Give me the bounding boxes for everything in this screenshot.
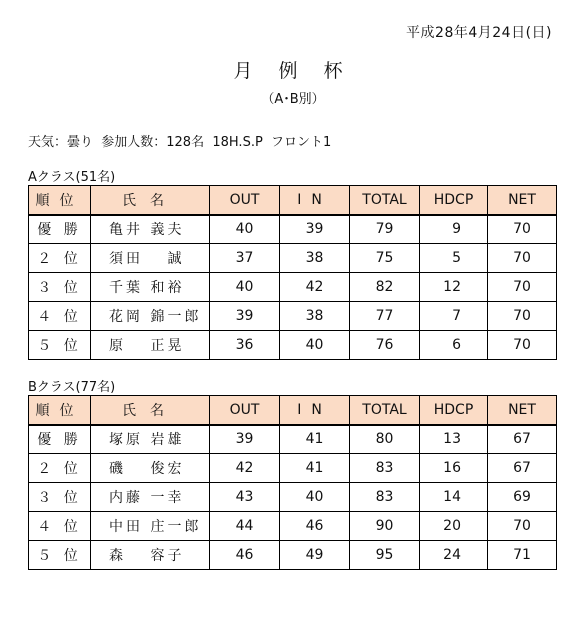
column-header-in: IN bbox=[280, 396, 350, 425]
in-cell: 49 bbox=[280, 541, 350, 570]
name-cell: 内藤 一幸 bbox=[91, 483, 210, 512]
rank-cell: ４ 位 bbox=[29, 302, 91, 331]
table-row bbox=[29, 273, 557, 302]
column-header-hdcp: HDCP bbox=[420, 396, 488, 425]
table-row bbox=[29, 512, 557, 541]
out-cell: 39 bbox=[210, 302, 280, 331]
column-header-in: IN bbox=[280, 186, 350, 215]
table-row bbox=[29, 331, 557, 360]
name-cell: 磯 俊宏 bbox=[91, 454, 210, 483]
out-cell: 46 bbox=[210, 541, 280, 570]
net-cell: 67 bbox=[488, 454, 557, 483]
net-cell: 70 bbox=[488, 244, 557, 273]
out-cell: 39 bbox=[210, 425, 280, 454]
column-header-total: TOTAL bbox=[350, 186, 420, 215]
table-row bbox=[29, 425, 557, 454]
out-cell: 36 bbox=[210, 331, 280, 360]
name-cell: 中田 庄一郎 bbox=[91, 512, 210, 541]
column-header-hdcp: HDCP bbox=[420, 186, 488, 215]
out-cell: 40 bbox=[210, 215, 280, 244]
column-header-rank: 順位 bbox=[29, 396, 91, 425]
hdcp-cell: 13 bbox=[420, 425, 488, 454]
column-header-net: NET bbox=[488, 186, 557, 215]
net-cell: 70 bbox=[488, 273, 557, 302]
hdcp-cell: 6 bbox=[420, 331, 488, 360]
name-cell: 亀井 義夫 bbox=[91, 215, 210, 244]
rank-cell: ５ 位 bbox=[29, 331, 91, 360]
event-info: 天気：曇り 参加人数：128名 18H.S.P フロント1 bbox=[28, 135, 332, 150]
rank-cell: ３ 位 bbox=[29, 483, 91, 512]
event-date: 平成28年4月24日(日) bbox=[406, 25, 552, 41]
name-cell: 千葉 和裕 bbox=[91, 273, 210, 302]
column-header-out: OUT bbox=[210, 396, 280, 425]
in-cell: 40 bbox=[280, 483, 350, 512]
in-cell: 41 bbox=[280, 425, 350, 454]
name-cell: 花岡 錦一郎 bbox=[91, 302, 210, 331]
column-header-name: 氏名 bbox=[91, 396, 210, 425]
hdcp-cell: 14 bbox=[420, 483, 488, 512]
column-header-total: TOTAL bbox=[350, 396, 420, 425]
total-cell: 77 bbox=[350, 302, 420, 331]
table-row bbox=[29, 244, 557, 273]
rank-cell: ２ 位 bbox=[29, 454, 91, 483]
page-title: 月 例 杯 bbox=[233, 60, 353, 82]
total-cell: 76 bbox=[350, 331, 420, 360]
table-header-row bbox=[29, 396, 557, 425]
hdcp-cell: 20 bbox=[420, 512, 488, 541]
out-cell: 40 bbox=[210, 273, 280, 302]
net-cell: 70 bbox=[488, 331, 557, 360]
total-cell: 83 bbox=[350, 483, 420, 512]
name-cell: 塚原 岩雄 bbox=[91, 425, 210, 454]
out-cell: 43 bbox=[210, 483, 280, 512]
net-cell: 71 bbox=[488, 541, 557, 570]
class-b-label: Bクラス(77名) bbox=[28, 380, 116, 395]
total-cell: 82 bbox=[350, 273, 420, 302]
out-cell: 42 bbox=[210, 454, 280, 483]
column-header-name: 氏名 bbox=[91, 186, 210, 215]
table-row bbox=[29, 302, 557, 331]
hdcp-cell: 5 bbox=[420, 244, 488, 273]
hdcp-cell: 12 bbox=[420, 273, 488, 302]
rank-cell: 優 勝 bbox=[29, 215, 91, 244]
name-cell: 須田 誠 bbox=[91, 244, 210, 273]
table-row bbox=[29, 215, 557, 244]
class-a-label: Aクラス(51名) bbox=[28, 170, 116, 185]
hdcp-cell: 24 bbox=[420, 541, 488, 570]
class-b-results-table bbox=[28, 395, 557, 570]
rank-cell: 優 勝 bbox=[29, 425, 91, 454]
net-cell: 70 bbox=[488, 215, 557, 244]
rank-cell: ２ 位 bbox=[29, 244, 91, 273]
net-cell: 69 bbox=[488, 483, 557, 512]
column-header-net: NET bbox=[488, 396, 557, 425]
page-subtitle: （A･B別） bbox=[261, 92, 325, 107]
hdcp-cell: 16 bbox=[420, 454, 488, 483]
total-cell: 83 bbox=[350, 454, 420, 483]
total-cell: 80 bbox=[350, 425, 420, 454]
table-header-row bbox=[29, 186, 557, 215]
in-cell: 38 bbox=[280, 302, 350, 331]
name-cell: 原 正晃 bbox=[91, 331, 210, 360]
in-cell: 38 bbox=[280, 244, 350, 273]
total-cell: 75 bbox=[350, 244, 420, 273]
out-cell: 44 bbox=[210, 512, 280, 541]
column-header-out: OUT bbox=[210, 186, 280, 215]
name-cell: 森 容子 bbox=[91, 541, 210, 570]
total-cell: 79 bbox=[350, 215, 420, 244]
rank-cell: ５ 位 bbox=[29, 541, 91, 570]
in-cell: 40 bbox=[280, 331, 350, 360]
column-header-rank: 順位 bbox=[29, 186, 91, 215]
rank-cell: ４ 位 bbox=[29, 512, 91, 541]
class-a-results-table bbox=[28, 185, 557, 360]
hdcp-cell: 7 bbox=[420, 302, 488, 331]
table-row bbox=[29, 541, 557, 570]
table-row bbox=[29, 483, 557, 512]
rank-cell: ３ 位 bbox=[29, 273, 91, 302]
in-cell: 46 bbox=[280, 512, 350, 541]
total-cell: 95 bbox=[350, 541, 420, 570]
net-cell: 70 bbox=[488, 512, 557, 541]
in-cell: 42 bbox=[280, 273, 350, 302]
out-cell: 37 bbox=[210, 244, 280, 273]
in-cell: 41 bbox=[280, 454, 350, 483]
total-cell: 90 bbox=[350, 512, 420, 541]
in-cell: 39 bbox=[280, 215, 350, 244]
table-row bbox=[29, 454, 557, 483]
net-cell: 70 bbox=[488, 302, 557, 331]
net-cell: 67 bbox=[488, 425, 557, 454]
hdcp-cell: 9 bbox=[420, 215, 488, 244]
